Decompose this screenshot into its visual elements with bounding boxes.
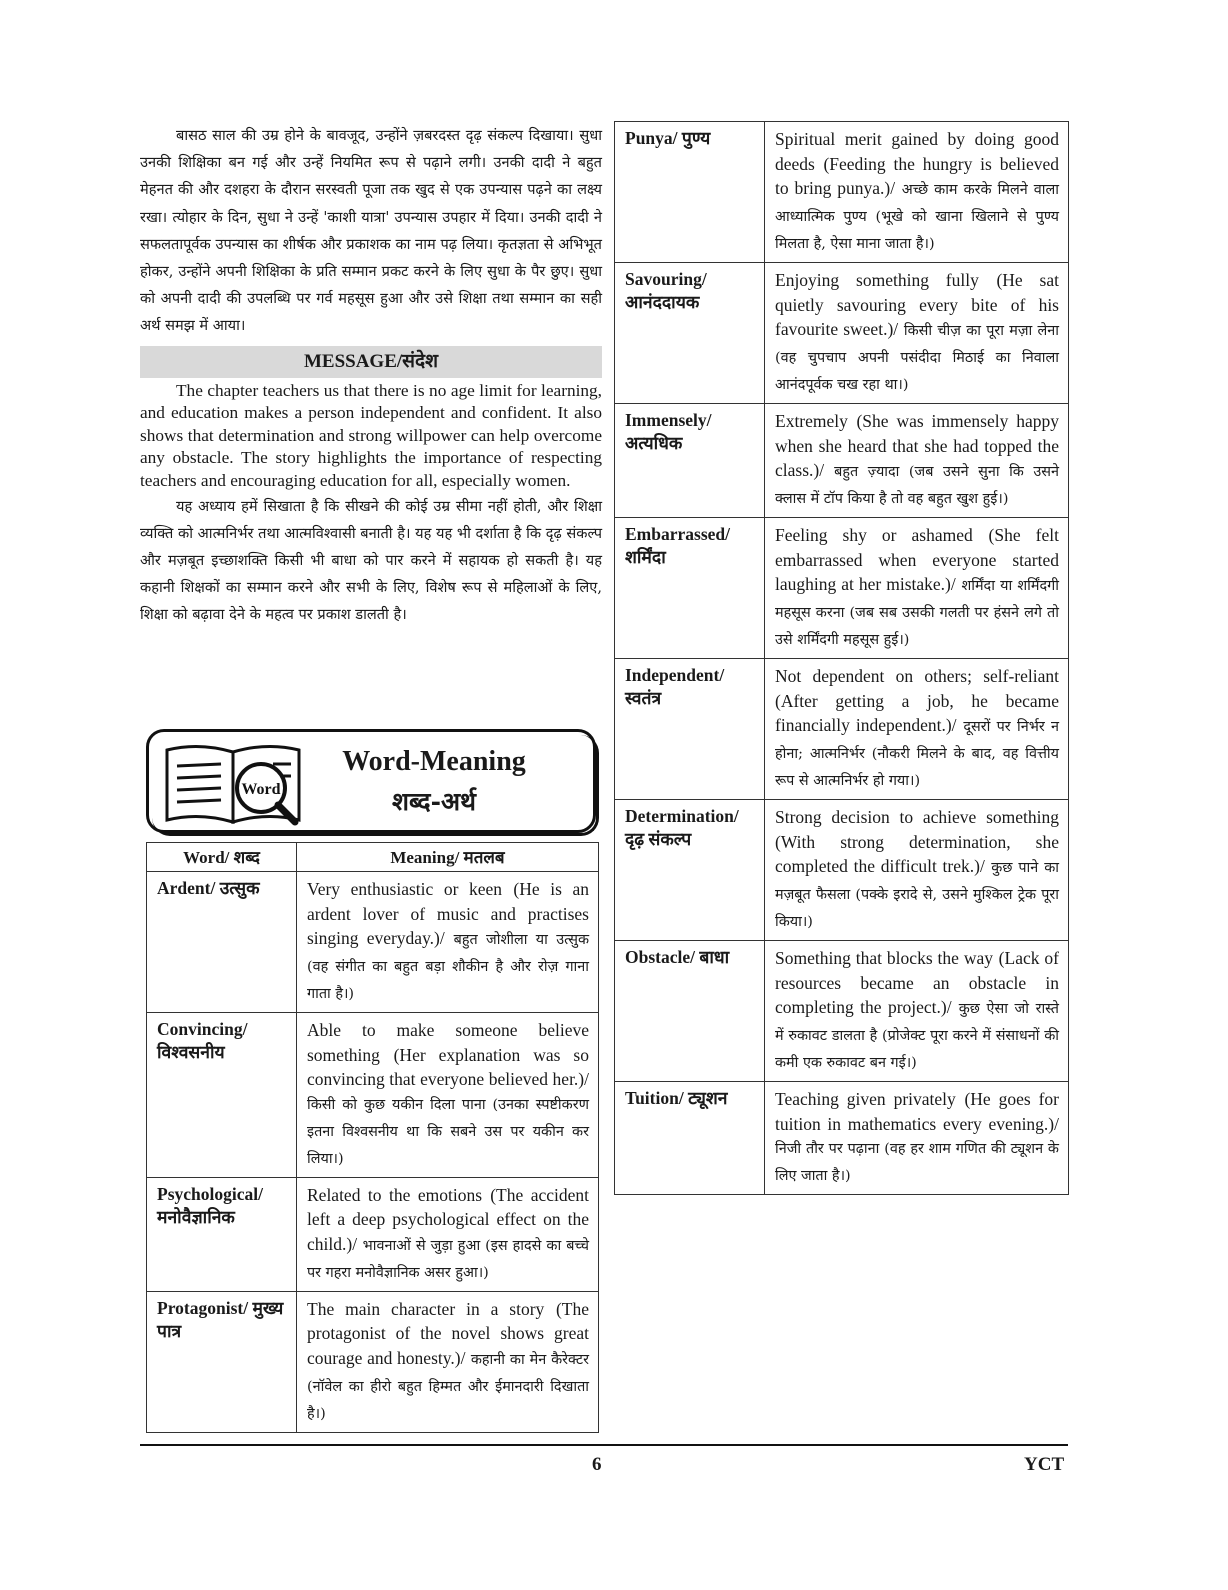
example-text: (He goes for tuition in mathematics every evening.)/: [775, 1089, 1060, 1134]
word-meaning-table-left: [146, 842, 599, 1433]
meaning-cell: [765, 404, 1069, 518]
table-row: [615, 941, 1069, 1082]
definition-text: Able to make someone believe something: [307, 1020, 589, 1065]
word-cell: Convincing/ विश्वसनीय: [147, 1013, 297, 1178]
definition-text: Something that blocks the way: [775, 948, 994, 968]
hindi-translation-text: बहुत जोशीला या उत्सुक (वह संगीत का बहुत बड़ा शौकीन है और रोज़ गाना गाता है।): [307, 932, 590, 1002]
table-row: [615, 659, 1069, 800]
example-text: (He is an ardent lover of music and practises singing everyday.)/: [307, 879, 589, 948]
word-cell: Savouring/ आनंददायक: [615, 263, 765, 404]
hindi-translation-text: अच्छे काम करके मिलने वाला आध्यात्मिक पुण्य (भूखे को खाना खिलाने से पुण्य मिलता है, ऐसा माना जाता है।): [775, 182, 1059, 252]
hindi-translation-text: किसी को कुछ यकीन दिला पाना (उनका स्पष्टीकरण इतना विश्वसनीय था कि सबने उस पर यकीन कर लिया।): [307, 1096, 589, 1167]
definition-text: The main character in a story: [307, 1298, 545, 1319]
table-row: [615, 404, 1069, 518]
word-cell: Immensely/ अत्यधिक: [615, 404, 765, 518]
word-meaning-title-hindi: शब्द-अर्थ: [391, 787, 477, 816]
meaning-cell: [765, 263, 1069, 404]
message-paragraph-english: The chapter teachers us that there is no age limit for learning, and education makes a person independent and confident. It also shows that determination and strong willpower can help overcome any obstacle. The story highlights the importance of respecting teachers and encouraging education for all, especially women.: [140, 380, 602, 490]
footer-rule: [140, 1444, 1068, 1446]
publisher-brand: YCT: [1024, 1454, 1065, 1475]
example-text: (Her explanation was so convincing that everyone believed her.)/: [307, 1044, 589, 1089]
page-number: 6: [592, 1454, 602, 1475]
word-meaning-header-box: [146, 729, 596, 833]
table-row: [615, 518, 1069, 659]
example-text: (She felt embarrassed when everyone started laughing at her mistake.)/: [775, 525, 1059, 594]
meaning-cell: [765, 1082, 1069, 1195]
table-row: [147, 872, 599, 1013]
example-text: (After getting a job, he became financially independent.)/: [775, 690, 1059, 735]
example-text: (The protagonist of the novel shows great courage and honesty.)/: [307, 1298, 589, 1368]
word-cell: Punya/ पुण्य: [615, 122, 765, 263]
word-cell: Determination/ दृढ़ संकल्प: [615, 800, 765, 941]
table-row: [147, 1013, 599, 1178]
story-paragraph-hindi: बासठ साल की उम्र होने के बावजूद, उन्होंने ज़बरदस्त दृढ़ संकल्प दिखाया। सुधा उनकी शिक्षिका बन गई और उन्हें नियमित रूप से पढ़ाने लगी। उनकी दादी ने बहुत मेहनत की और दशहरा के दौरान सरस्वती पूजा तक खुद से एक उपन्यास पढ़ने का लक्ष्य रखा। त्योहार के दिन, सुधा ने उन्हें 'काशी यात्रा' उपन्यास उपहार में दिया। उनकी दादी ने सफलतापूर्वक उपन्यास का शीर्षक और प्रकाशक का नाम पढ़ लिया। कृतज्ञता से अभिभूत होकर, उन्होंने अपनी शिक्षिका के प्रति सम्मान प्रकट करने के लिए सुधा के पैर छुए। सुधा को अपनी दादी की उपलब्धि पर गर्व महसूस हुआ और उसे शिक्षा तथा सम्मान का सही अर्थ समझ में आया।: [140, 127, 602, 335]
meaning-cell: [297, 1177, 599, 1291]
message-heading: MESSAGE/संदेश: [140, 346, 602, 378]
example-text: (She was immensely happy when she heard that she had topped the class.)/: [775, 411, 1059, 480]
left-column: [140, 122, 602, 629]
word-cell: Embarrassed/ शर्मिंदा: [615, 518, 765, 659]
meaning-cell: [765, 122, 1069, 263]
hindi-translation-text: कुछ पाने का मज़बूत फैसला (पक्के इरादे से, उसने मुश्किल ट्रेक पूरा किया।): [775, 860, 1059, 930]
hindi-translation-text: निजी तौर पर पढ़ाना (वह हर शाम गणित की ट्यूशन के लिए जाता है।): [775, 1141, 1059, 1184]
hindi-translation-text: कहानी का मेन कैरेक्टर (नॉवेल का हीरो बहुत हिम्मत और ईमानदारी दिखाता है।): [307, 1351, 590, 1422]
word-meaning-title: Word-Meaning: [342, 746, 526, 777]
hindi-translation-text: भावनाओं से जुड़ा हुआ (इस हादसे का बच्चे पर गहरा मनोवैज्ञानिक असर हुआ।): [307, 1237, 589, 1281]
definition-text: Strong decision to achieve something: [775, 807, 1059, 827]
meaning-cell: [765, 518, 1069, 659]
definition-text: Spiritual merit gained by doing good deeds: [775, 129, 1059, 174]
example-text: (Lack of resources became an obstacle in completing the project.)/: [775, 948, 1059, 1017]
table-row: [615, 263, 1069, 404]
meaning-cell: [297, 872, 599, 1013]
meaning-cell: [765, 800, 1069, 941]
word-meaning-table-right: [614, 121, 1069, 1195]
word-cell: Obstacle/ बाधा: [615, 941, 765, 1082]
message-paragraph-hindi: यह अध्याय हमें सिखाता है कि सीखने की कोई उम्र सीमा नहीं होती, और शिक्षा व्यक्ति को आत्मनिर्भर तथा आत्मविश्वासी बनाती है। यह यह भी दर्शाता है कि दृढ़ संकल्प और मज़बूत इच्छाशक्ति किसी भी बाधा को पार करने में सहायक हो सकती है। यह कहानी शिक्षकों का सम्मान करने और सभी के लिए, विशेष रूप से महिलाओं के लिए, शिक्षा को बढ़ावा देने के महत्व पर प्रकाश डालती है।: [140, 497, 602, 624]
word-cell: Ardent/ उत्सुक: [147, 872, 297, 1013]
column-header-meaning: Meaning/ मतलब: [297, 843, 599, 872]
example-text: (The accident left a deep psychological effect on the child.)/: [307, 1184, 589, 1254]
open-book-magnifier-icon: [161, 742, 311, 826]
definition-text: Related to the emotions: [307, 1184, 483, 1205]
definition-text: Enjoying something fully: [775, 270, 979, 290]
table-header-row: [147, 843, 599, 872]
definition-text: Feeling shy or ashamed: [775, 525, 973, 545]
hindi-translation-text: बहुत ज़्यादा (जब उसने सुना कि उसने क्लास में टॉप किया है तो वह बहुत खुश हुई।): [775, 464, 1059, 507]
hindi-translation-text: किसी चीज़ का पूरा मज़ा लेना (वह चुपचाप अपनी पसंदीदा मिठाई का निवाला आनंदपूर्वक चख रहा था।): [775, 323, 1059, 393]
table-row: [615, 800, 1069, 941]
word-cell: Psychological/ मनोवैज्ञानिक: [147, 1177, 297, 1291]
hindi-translation-text: शर्मिंदा या शर्मिंदगी महसूस करना (जब सब उसकी गलती पर हंसने लगे तो उसे शर्मिंदगी महसूस हुई।): [775, 578, 1059, 648]
table-row: [147, 1291, 599, 1432]
meaning-cell: [297, 1013, 599, 1178]
table-row: [615, 122, 1069, 263]
definition-text: Very enthusiastic or keen: [307, 879, 503, 899]
table-row: [615, 1082, 1069, 1195]
icon-word-label: Word: [241, 781, 281, 798]
meaning-cell: [765, 941, 1069, 1082]
example-text: (He sat quietly savouring every bite of his favourite sweet.)/: [775, 270, 1059, 339]
column-header-word: Word/ शब्द: [147, 843, 297, 872]
definition-text: Not dependent on others; self-reliant: [775, 666, 1059, 686]
definition-text: Extremely: [775, 411, 848, 431]
hindi-translation-text: कुछ ऐसा जो रास्ते में रुकावट डालता है (प्रोजेक्ट पूरा करने में संसाधनों की कमी एक रुकावट बन गई।): [775, 1001, 1059, 1071]
example-text: (Feeding the hungry is believed to bring punya.)/: [775, 153, 1059, 198]
definition-text: Teaching given privately: [775, 1089, 956, 1109]
word-cell: Protagonist/ मुख्य पात्र: [147, 1291, 297, 1432]
word-cell: Tuition/ ट्यूशन: [615, 1082, 765, 1195]
meaning-cell: [297, 1291, 599, 1432]
hindi-translation-text: दूसरों पर निर्भर न होना; आत्मनिर्भर (नौकरी मिलने के बाद, वह वित्तीय रूप से आत्मनिर्भर हो गया।): [775, 719, 1059, 789]
example-text: (With strong determination, she completed the difficult trek.)/: [775, 831, 1059, 876]
table-row: [147, 1177, 599, 1291]
meaning-cell: [765, 659, 1069, 800]
word-cell: Independent/ स्वतंत्र: [615, 659, 765, 800]
